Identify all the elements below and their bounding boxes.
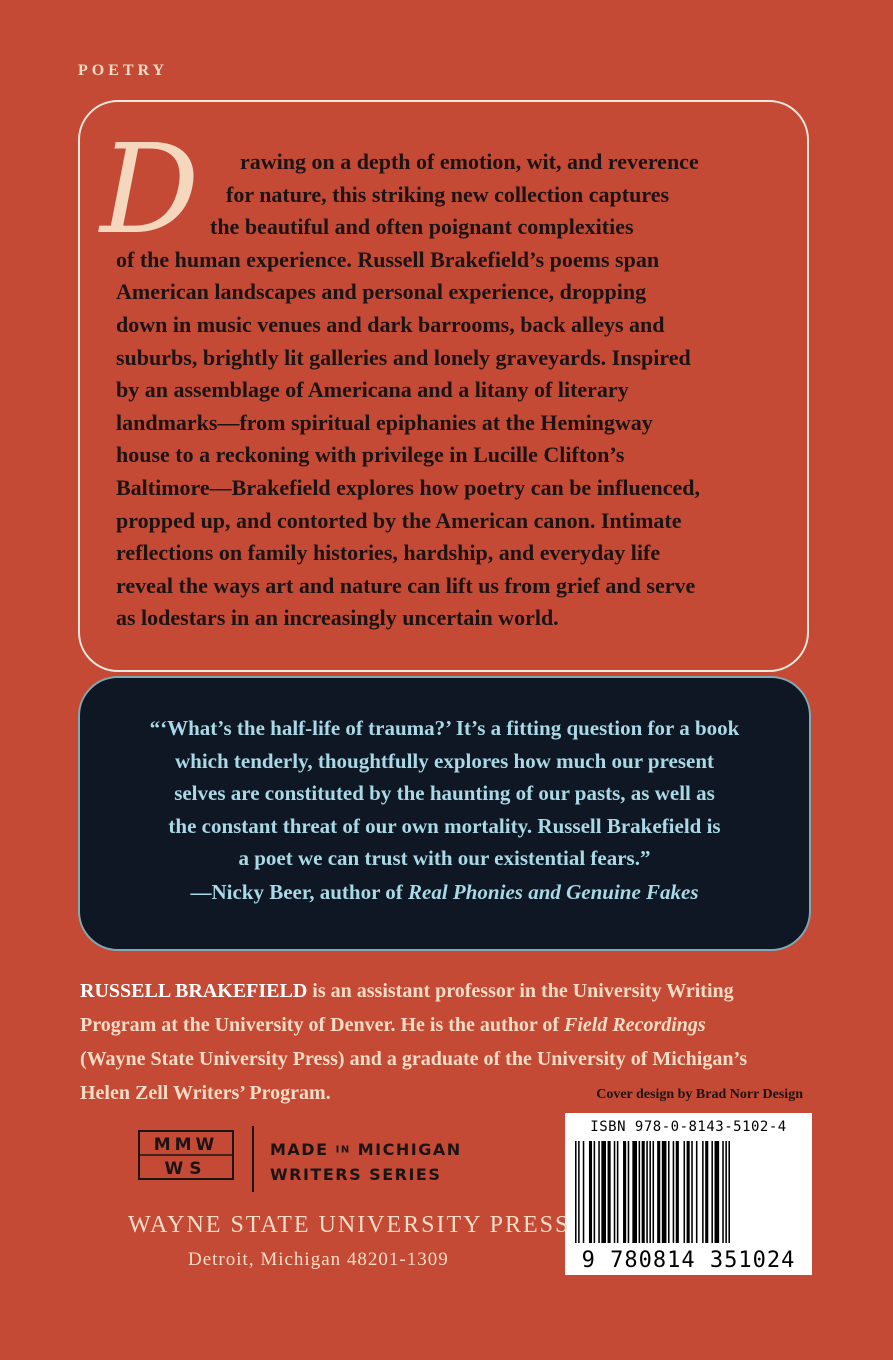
blurb-attribution: [80, 880, 809, 905]
description-line: for nature, this striking new collection captures: [226, 181, 670, 207]
blurb-line: “‘What’s the half-life of trauma?’ It’s a fitting question for a book: [149, 716, 740, 740]
series-name: [270, 1138, 462, 1187]
description-line: house to a reckoning with privilege in Lucille Clifton’s: [116, 442, 625, 468]
publisher-location: Detroit, Michigan 48201-1309: [188, 1249, 449, 1270]
description-line: suburbs, brightly lit galleries and lonely graveyards. Inspired: [116, 344, 691, 370]
logo-top-letters: MMW: [153, 1135, 219, 1155]
barcode-bar: [646, 1141, 648, 1243]
bio-line: Helen Zell Writers’ Program.: [80, 1082, 331, 1104]
barcode-bar: [691, 1141, 693, 1243]
barcode-bar: [575, 1141, 577, 1243]
description-line: the beautiful and often poignant complexities: [210, 214, 634, 240]
drop-cap: D: [100, 118, 200, 262]
barcode-bar: [639, 1141, 641, 1243]
attribution-author: —Nicky Beer, author of: [190, 880, 409, 904]
barcode-bar: [632, 1141, 637, 1243]
barcode-number: 9 780814 351024: [581, 1248, 796, 1273]
barcode-bar: [711, 1141, 713, 1243]
bio-text: Program at the University of Denver. He is the author of: [80, 1014, 565, 1036]
description-line: as lodestars in an increasingly uncertain world.: [116, 605, 559, 631]
blurb-quote: [80, 712, 809, 875]
barcode-bar: [583, 1141, 585, 1243]
barcode-bar: [598, 1141, 600, 1243]
description-line: rawing on a depth of emotion, wit, and reverence: [240, 149, 699, 174]
attribution-book-title: Real Phonies and Genuine Fakes: [408, 880, 699, 904]
barcode-bar: [657, 1141, 660, 1243]
series-text: MADE: [270, 1140, 336, 1159]
mmws-logo: [138, 1130, 234, 1180]
barcode-bars: [575, 1141, 802, 1243]
publisher-name: WAYNE STATE UNIVERSITY PRESS: [128, 1212, 571, 1238]
barcode-bar: [623, 1141, 626, 1243]
barcode-bar: [642, 1141, 645, 1243]
blurb-line: which tenderly, thoughtfully explores how much our present: [174, 748, 715, 773]
author-name: RUSSELL BRAKEFIELD: [80, 980, 308, 1002]
barcode-bar: [702, 1141, 704, 1243]
series-text: MICHIGAN: [350, 1140, 462, 1159]
series-text: IN: [335, 1144, 351, 1156]
description-line: down in music venues and dark barrooms, back alleys and: [116, 311, 665, 337]
barcode-bar: [684, 1141, 686, 1243]
barcode-bar: [614, 1141, 616, 1243]
isbn-label: ISBN 978-0-8143-5102-4: [590, 1119, 787, 1135]
barcode-bar: [601, 1141, 606, 1243]
bio-line: [80, 974, 747, 1008]
blurb-line: a poet we can trust with our existential fears.”: [238, 846, 651, 871]
barcode-bar: [594, 1141, 596, 1243]
barcode-bar: [617, 1141, 619, 1243]
logo-bottom-letters: WS: [164, 1159, 208, 1179]
barcode-bar: [653, 1141, 655, 1243]
cover-credit: Cover design by Brad Norr Design: [596, 1087, 803, 1102]
series-line: WRITERS SERIES: [270, 1164, 442, 1184]
barcode-bar: [649, 1141, 651, 1243]
blurb-line: selves are constituted by the haunting of our pasts, as well as: [174, 781, 715, 806]
blurb-panel: [78, 676, 811, 951]
barcode-bar: [705, 1141, 708, 1243]
description-panel: [78, 100, 809, 672]
bio-line: [80, 1008, 747, 1042]
description-line: American landscapes and personal experience, dropping: [116, 279, 647, 305]
barcode-bar: [578, 1141, 580, 1243]
category-label: POETRY: [78, 62, 169, 79]
barcode-bar: [696, 1141, 698, 1243]
description-line: by an assemblage of Americana and a litany of literary: [116, 377, 629, 403]
barcode-bar: [728, 1141, 730, 1243]
series-line: [270, 1138, 462, 1163]
bio-line: (Wayne State University Press) and a graduate of the University of Michigan’s: [80, 1048, 748, 1070]
barcode-bar: [725, 1141, 727, 1243]
barcode-bar: [589, 1141, 592, 1243]
description-line: propped up, and contorted by the American canon. Intimate: [116, 507, 682, 533]
barcode-bar: [676, 1141, 679, 1243]
isbn-barcode: [565, 1113, 812, 1275]
logo-divider: [252, 1126, 254, 1192]
barcode-bar: [722, 1141, 724, 1243]
description-text: [116, 146, 787, 635]
description-line: landmarks—from spiritual epiphanies at the Hemingway: [116, 409, 653, 435]
barcode-bar: [668, 1141, 670, 1243]
barcode-bar: [687, 1141, 690, 1243]
barcode-bar: [662, 1141, 667, 1243]
barcode-bar: [715, 1141, 720, 1243]
barcode-bar: [608, 1141, 611, 1243]
description-line: reveal the ways art and nature can lift us from grief and serve: [116, 572, 696, 598]
barcode-bar: [628, 1141, 630, 1243]
description-line: reflections on family histories, hardship, and everyday life: [116, 540, 661, 566]
bio-book-title: Field Recordings: [564, 1014, 706, 1036]
description-line: of the human experience. Russell Brakefield’s poems span: [116, 246, 660, 272]
barcode-bar: [673, 1141, 675, 1243]
bio-text: is an assistant professor in the University Writing: [307, 980, 734, 1002]
blurb-line: the constant threat of our own mortality. Russell Brakefield is: [168, 813, 721, 838]
description-line: Baltimore—Brakefield explores how poetry can be influenced,: [116, 474, 700, 500]
